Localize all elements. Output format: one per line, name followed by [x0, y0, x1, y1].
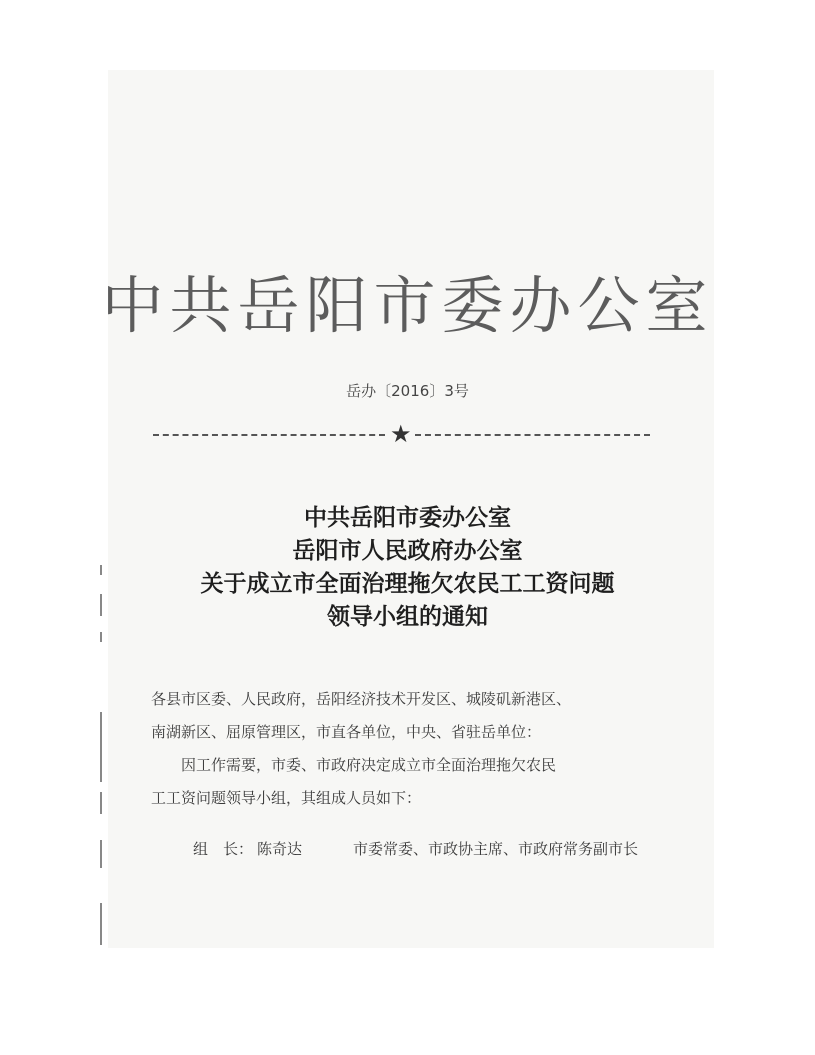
- issuer-header: 中共岳阳市委办公室: [101, 269, 714, 342]
- margin-mark: [100, 792, 102, 814]
- addressee-line: 南湖新区、屈原管理区，市直各单位，中央、省驻岳单位：: [151, 723, 542, 741]
- header-divider: [153, 420, 650, 448]
- star-icon: ★: [390, 420, 412, 448]
- margin-mark: [100, 712, 102, 782]
- paragraph-line: 工工资问题领导小组，其组成人员如下：: [151, 789, 422, 807]
- document-body: [151, 683, 651, 815]
- margin-mark: [100, 840, 102, 868]
- addressee-line: 各县市区委、人民政府，岳阳经济技术开发区、城陵矶新港区、: [151, 690, 572, 708]
- member-post: 市委常委、市政协主席、市政府常务副市长: [353, 840, 639, 858]
- member-role: 组 长：: [193, 840, 254, 858]
- title-line: 岳阳市人民政府办公室: [292, 538, 523, 564]
- margin-mark: [100, 903, 102, 945]
- member-name: 陈奇达: [257, 840, 303, 858]
- document-title: [0, 502, 815, 634]
- divider-line-right: [415, 434, 650, 437]
- paragraph-line: 因工作需要，市委、市政府决定成立市全面治理拖欠农民: [181, 756, 557, 774]
- divider-line-left: [153, 434, 385, 437]
- title-line: 领导小组的通知: [327, 604, 488, 630]
- title-line: 中共岳阳市委办公室: [304, 505, 511, 531]
- title-line: 关于成立市全面治理拖欠农民工工资问题: [200, 571, 615, 597]
- document-number: 岳办〔2016〕3号: [346, 382, 469, 400]
